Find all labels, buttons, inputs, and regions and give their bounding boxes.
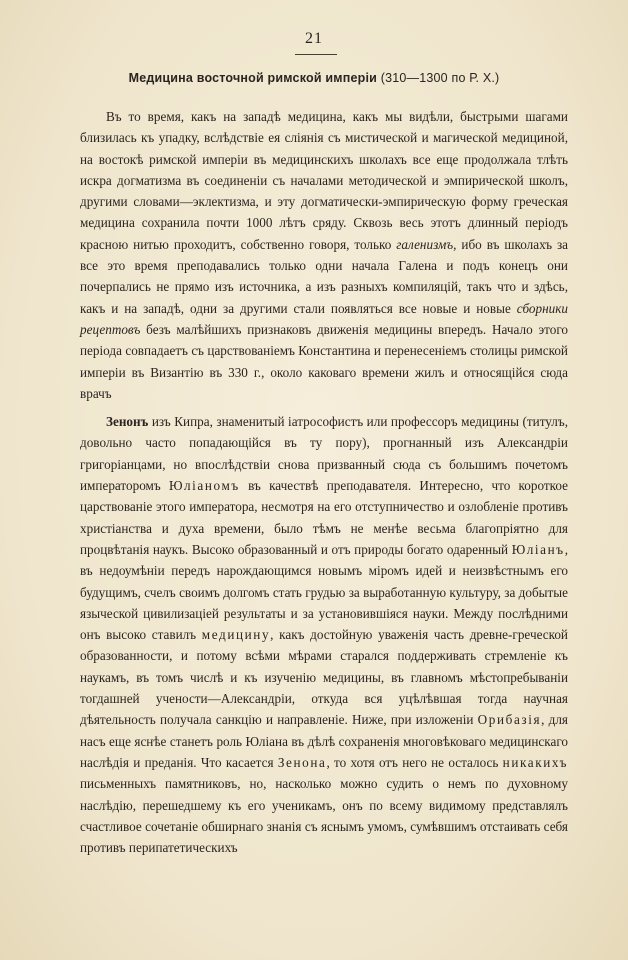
para2-text-6: , то хотя отъ него не осталось: [326, 754, 503, 770]
para2-text-1: изъ Кипра, знаменитый іатрософистъ или профессоръ медицины (титулъ, довольно часто попадающійся въ ту пору), прогнанный изъ Александріи григоріанцами, но впослѣдствіи снова призванный сюда съ большимъ почетомъ императоромъ: [80, 414, 568, 494]
zeno-name-2: Зенона: [277, 754, 327, 770]
page-number: 21: [305, 30, 323, 47]
oribasius-name: Орибазія: [477, 712, 542, 728]
julian-name-2: Юліанъ: [511, 541, 565, 557]
para1-text-2: , ибо въ школахъ за все это время преподавались только одни начала Галена и подъ конецъ они почерпались не прямо изъ источника, а изъ разныхъ компиляцій, такъ что и здѣсь, какъ и на западѣ, одни за другими стали появляться все новые и новые: [80, 236, 569, 316]
medicine-term: медицину: [201, 627, 271, 643]
heading-title: Медицина восточной римской имперіи: [128, 71, 378, 85]
paragraph-2: [80, 411, 568, 858]
para2-text-5: , для насъ еще яснѣе станетъ роль Юліана въ дѣлѣ сохраненія многовѣковаго медицинскаго наслѣдія и преданія. Что касается: [80, 712, 568, 770]
julian-name-1: Юліаномъ: [168, 478, 240, 494]
para2-text-3: , въ недоумѣніи передъ нарождающимся новымъ міромъ идей и неизвѣстнымъ его будущимъ, счелъ своимъ долгомъ стать грудью за выработанную культуру, за добытые языческой цивилизаціей результаты и за установившіяся науки. Между послѣдними онъ высоко ставилъ: [80, 541, 568, 643]
para2-text-4: , какъ достойную уваженія часть древне-греческой образованности, и потому всѣми мѣрами старался поддерживать стремленіе къ наукамъ, въ томъ числѣ и къ изученію медицины, въ главномъ мѣстопребываніи тогдашней учености—Александріи, откуда вся уцѣлѣвшая тогда научная дѣятельность получала санкцію и направленіе. Ниже, при изложеніи: [80, 627, 568, 728]
zeno-name: Зенонъ: [106, 414, 149, 430]
para1-text-1: Въ то время, какъ на западѣ медицина, какъ мы видѣли, быстрыми шагами близилась къ упадку, вслѣдствіе ея сліянія съ мистической и магической медициной, на востокѣ римской имперіи въ медицинскихъ школахъ все еще продолжала тлѣть искра догматизма въ соединеніи съ началами методической и эмпирической школъ, другими словами—эклектизма, и эту догматически-эмпирическую форму греческая медицина сохранила почти 1000 лѣтъ сряду. Сквозь весь этотъ длинный періодъ красною нитью проходитъ, собственно говоря, только: [80, 109, 568, 252]
section-heading: [0, 71, 628, 85]
nothing-term: никакихъ: [502, 754, 569, 770]
recipe-collections-term: сборники рецептовъ: [80, 300, 568, 337]
para1-text-3: безъ малѣйшихъ признаковъ движенія медицины впередъ. Начало этого періода совпадаетъ съ царствованіемъ Константина и перенесеніемъ столицы римской имперіи въ Византію въ 330 г., около каковаго времени жилъ и относящійся сюда врачъ: [80, 321, 568, 401]
paragraph-gap: [80, 404, 568, 411]
body-text: [80, 106, 568, 858]
para2-text-7: письменныхъ памятниковъ, но, насколько можно судить о немъ по духовному наслѣдію, перешедшему къ его ученикамъ, онъ по всему видимому представлялъ счастливое сочетаніе обширнаго знанія съ яснымъ умомъ, сумѣвшимъ отстаивать себя противъ перипатетическихъ: [80, 776, 568, 856]
paragraph-1: [80, 106, 568, 404]
galenism-term: галенизмъ: [396, 236, 454, 252]
header-rule: [295, 54, 337, 55]
heading-dates: (310—1300 по Р. Х.): [380, 71, 500, 85]
para2-text-2: въ качествѣ преподавателя. Интересно, что короткое царствованіе этого императора, несмотря на его отступничество и озлобленіе противъ христіанства и духа времени, было тѣмъ не менѣе весьма благопріятно для процвѣтанія наукъ. Высоко образованный и отъ природы богато одаренный: [80, 478, 569, 557]
